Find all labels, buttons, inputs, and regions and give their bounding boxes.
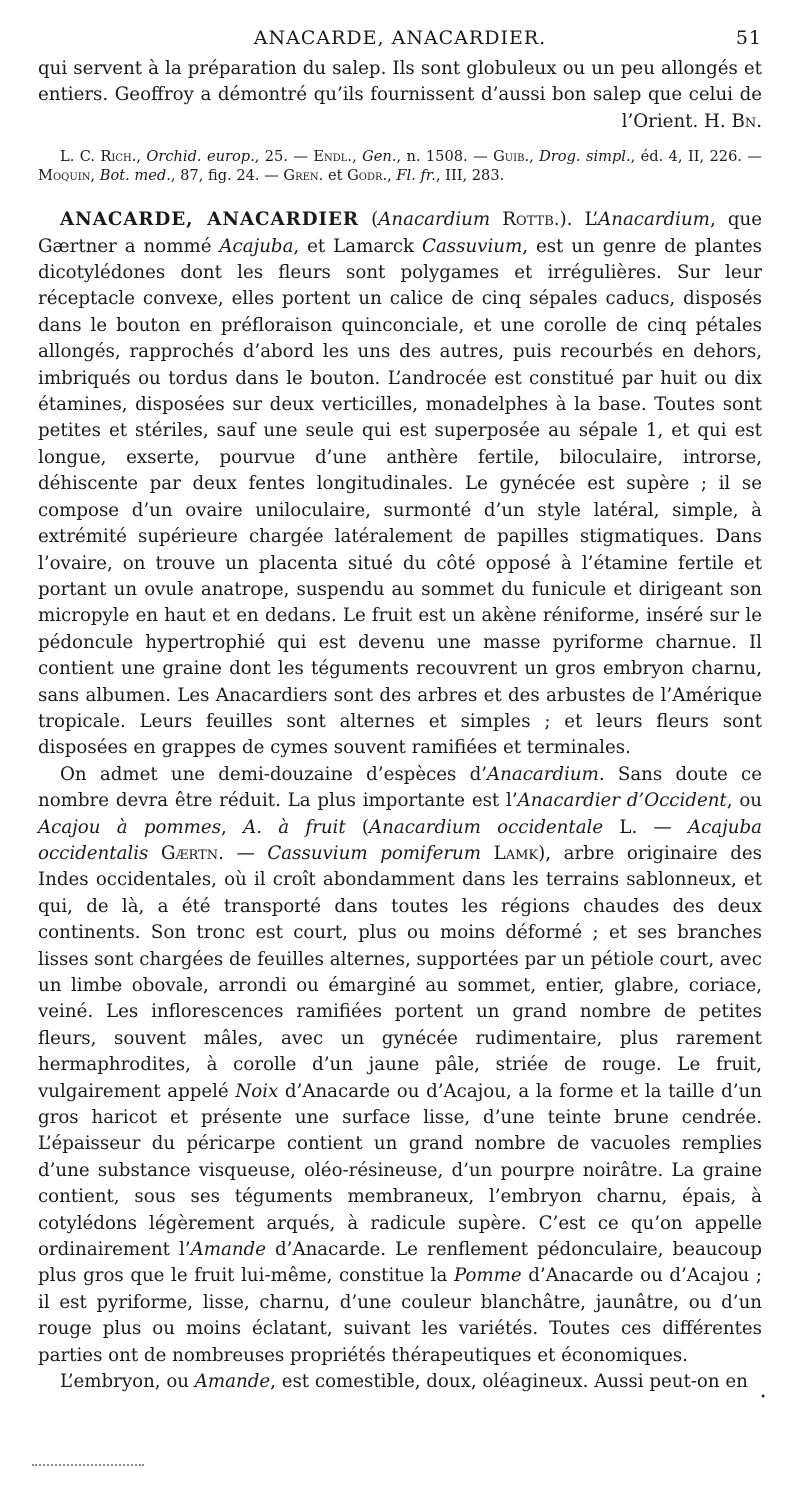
entry-text: , que Gærtner a nommé [38,209,762,257]
entry-text: , et Lamarck [293,235,423,257]
biblio-author: Guib. [493,148,530,166]
para-italic: Acajou à pommes [38,816,222,838]
para-text: ), arbre originaire des Indes occidentales, où il croît abondamment dans les terrains sablonneux, et qui, de là, a été transporté dans toutes les régions chaudes des deux continents. Son tronc est court, plus ou moins déformé ; et ses branches lisses sont chargées de feuilles alternes, supportées par un pétiole court, avec un limbe obovale, arrondi ou émarginé au sommet, entier, glabre, coriace, veiné. Les inflorescences ramifiées portent un grand nombre de petites fleurs, souvent mâles, avec un gynécée rudimentaire, plus rarement hermaphrodites, à corolle d’un jaune pâle, striée de rouge. Le fruit, vulgairement appelé [38,842,762,1102]
para-text: , est comestible, doux, oléagineux. Aussi peut-on en [270,1371,748,1393]
para-text: d’Anacarde. Le renflement pédonculaire, beaucoup plus gros que le fruit lui-même, constitue la [38,1239,762,1287]
para-text: , [221,816,244,838]
bibliography: L. C. Rich., Orchid. europ., 25. — Endl., Gen., n. 1508. — Guib., Drog. simpl., éd. 4, II, 226. — Moquin, Bot. med., 87, fig. 24. — Gren. et Godr., Fl. fr., III, 283. [38,148,763,185]
intro-paragraph [38,56,762,135]
biblio-ref: , III, 283. [435,167,505,185]
biblio-title: Fl. fr. [396,167,436,185]
para-italic: Amande [194,1371,271,1393]
entry-genus: Anacardium [378,209,491,231]
para-text: L’embryon, ou [60,1371,195,1393]
para-italic: Noix [235,1080,279,1102]
biblio-ref: , éd. 4, II, 226. — [630,148,763,166]
para-text: L. — [603,816,688,838]
entry-text: , est un genre de plantes dicotylédones dont les fleurs sont polygames et irrégulières. Sur leur réceptacle convexe, elles portent un calice de cinq sépales caducs, disposés dans le bouton en préfloraison quinconciale, et une corolle de cinq pétales allongés, rapprochés d’abord les uns des autres, puis recourbés en dehors, imbriqués ou tordus dans le bouton. L’androcée est constitué par huit ou dix étamines, disposées sur deux verticilles, monadelphes à la base. Toutes sont petites et stériles, sauf une seule qui est superposée au sépale 1, et qui est longue, exserte, pourvue d’une anthère fertile, biloculaire, introrse, déhiscente par deux fentes longitudinales. Le gynécée est supère ; il se compose d’un ovaire uniloculaire, surmonté d’un style latéral, simple, à extrémité supérieure chargée latéralement de papilles stigmatiques. Dans l’ovaire, on trouve un placenta situé du côté opposé à l’étamine fertile et portant un ovule anatrope, suspendu au sommet du funicule et dirigeant son micropyle en haut et en dedans. Le fruit est un akène réniforme, inséré sur le pédoncule hypertrophié qui est devenu une masse pyriforme charnue. Il contient une graine dont les téguments recouvrent un gros embryon charnu, sans albumen. Les Anacardiers sont des arbres et des arbustes de l’Amérique tropicale. Leurs feuilles sont alternes et simples ; et leurs fleurs sont disposées en grappes de cymes souvent ramifiées et terminales. [38,235,762,759]
para-italic: Anacardium [487,763,599,785]
margin-mark: • [760,1392,766,1403]
biblio-title: Bot. med. [99,167,171,185]
para-text: d’Anacarde ou d’Acajou ; il est pyriforme, lisse, charnu, d’une couleur blanchâtre, jaunâtre, ou d’un rouge plus ou moins éclatant, suivant les variétés. Toutes ces différentes parties ont de nombreuses propriétés thérapeutiques et économiques. [38,1265,762,1366]
para-italic: A. à fruit [243,816,346,838]
para-text: , ou [726,790,762,812]
entry-paragraph [38,207,762,762]
intro-text: qui servent à la préparation du salep. Ils sont globuleux ou un peu allongés et entiers. Geoffroy a démontré qu’ils fournissent d’aussi bon salep que celui de l’Orient. [38,58,762,132]
entry-text: ( [359,209,379,231]
footer-rule [32,1464,144,1466]
species-paragraph [38,762,762,1369]
para-italic: Amande [190,1239,266,1261]
para-text: d’Anacarde ou d’Acajou, a la forme et la taille d’un gros haricot et présente une surface lisse, d’une teinte brune cendrée. L’épaisseur du péricarpe contient un grand nombre de vacuoles remplies d’une substance visqueuse, oléo-résineuse, d’un pourpre noirâtre. La graine contient, sous ses téguments membraneux, l’embryon charnu, épais, à cotylédons légèrement arqués, à radicule supère. C’est ce qu’on appelle ordinairement l’ [38,1080,762,1261]
biblio-title: Orchid. europ. [146,148,255,166]
entry-text: L’ [584,209,599,231]
para-authority: Gærtn. [148,842,224,864]
embryo-paragraph [38,1369,762,1395]
entry-italic: Anacardium [598,209,710,231]
biblio-author: Gren. [283,167,324,185]
author-signature: H. Bn. [704,110,762,132]
page-number: 51 [735,27,762,49]
biblio-title: Drog. simpl. [539,148,631,166]
entry-text: ). [559,209,585,231]
entry-italic: Cassuvium [422,235,523,257]
page [38,20,762,1396]
entry-authority: Rottb. [502,209,560,231]
para-italic: Acajuba occidentalis [38,816,762,864]
biblio-author: Endl. [313,148,353,166]
biblio-ref: , n. 1508. — [396,148,494,166]
running-title: ANACARDE, ANACARDIER. [253,27,547,49]
para-italic: Anacardier d’Occident [517,790,727,812]
running-header [38,20,762,56]
biblio-ref: et [323,167,348,185]
biblio-author: Moquin [38,167,91,185]
entry-headword: ANACARDE, ANACARDIER [60,209,360,231]
para-text: — [223,842,268,864]
biblio-ref: , 25. — [254,148,314,166]
biblio-ref: , 87, fig. 24. — [170,167,284,185]
para-text: ( [345,816,370,838]
biblio-author: L. C. Rich. [60,148,137,166]
para-text: . Sans doute ce nombre devra être réduit. La plus importante est l’ [38,763,762,812]
para-italic: Anacardium occidentale [369,816,604,838]
para-italic: Pomme [453,1265,522,1287]
para-authority: Lamk [481,842,539,864]
para-italic: Cassuvium pomiferum [267,842,482,864]
biblio-author: Godr. [347,167,388,185]
biblio-title: Gen. [362,148,397,166]
para-text: On admet une demi-douzaine d’espèces d’ [60,763,488,785]
entry-italic: Acajuba [219,235,294,257]
